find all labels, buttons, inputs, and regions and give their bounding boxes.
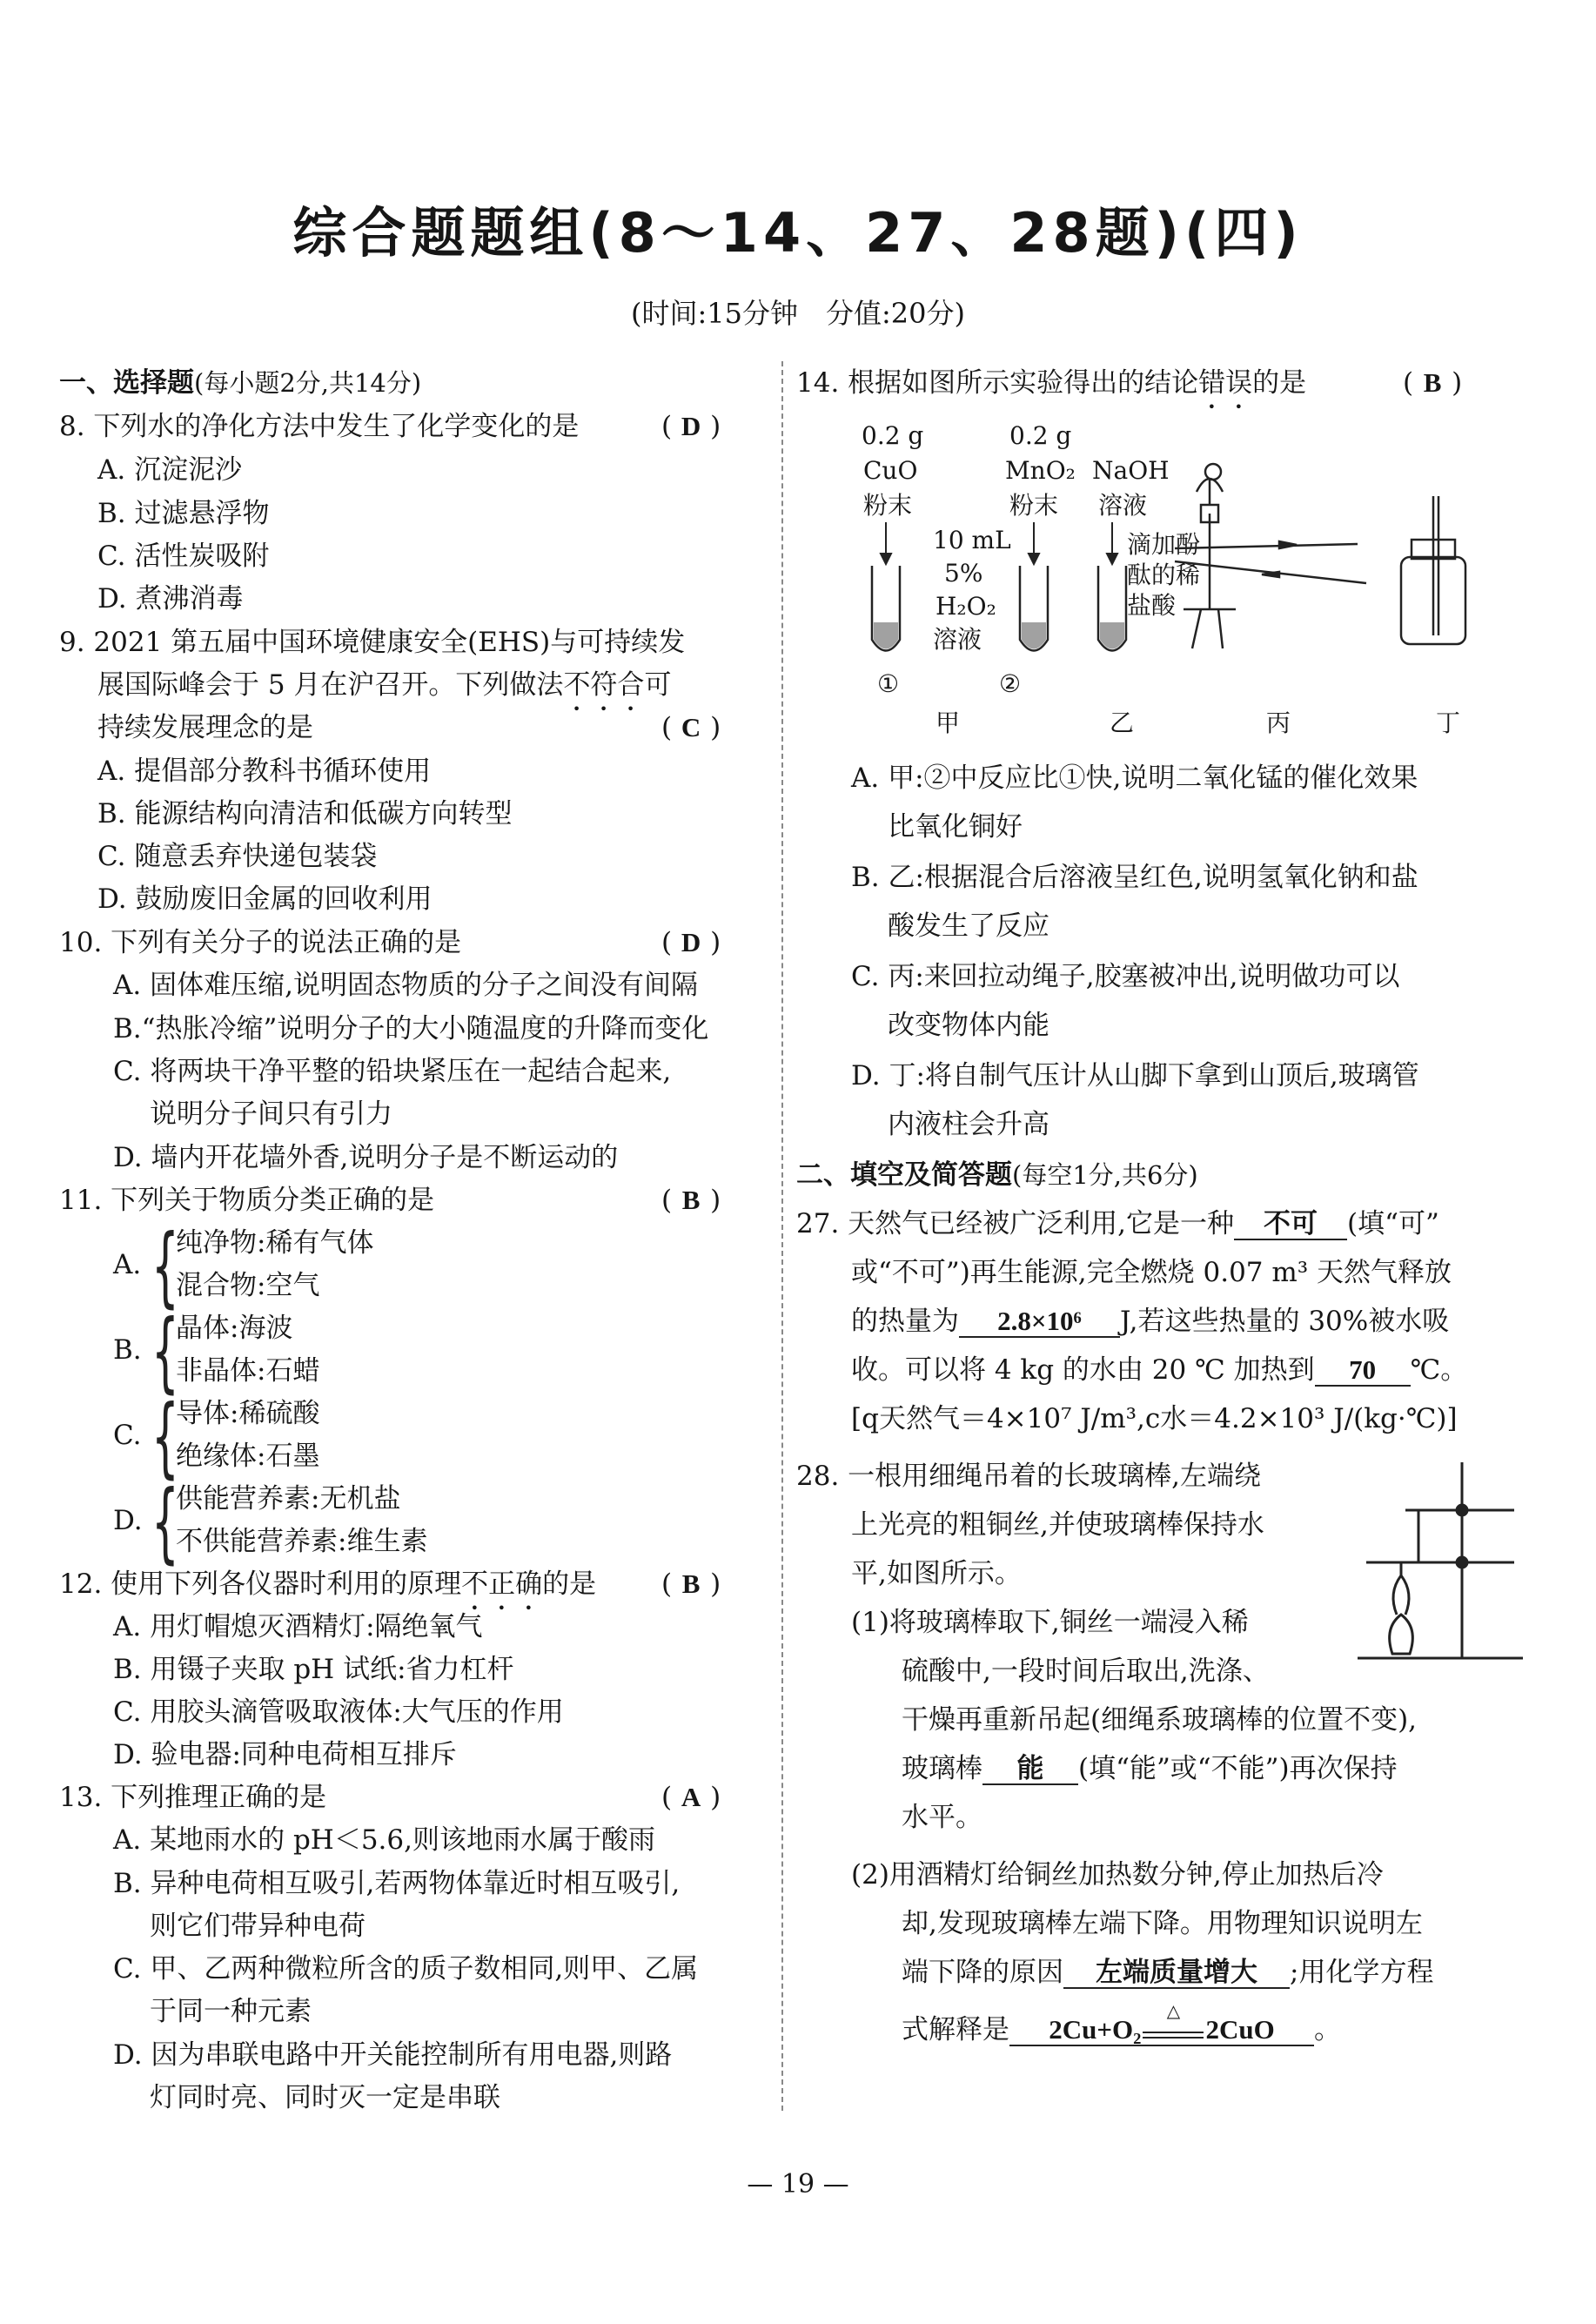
q13-option-d: D. 因为串联电路中开关能控制所有用电器,则路: [113, 2039, 673, 2071]
q27-line4: 收。可以将 4 kg 的水由 20 ℃ 加热到 70 ℃。: [851, 1354, 1468, 1386]
q28-part2-line4: 式解释是 2Cu+O₂ △ 2CuO 。: [902, 2002, 1341, 2045]
q9-option-c: C. 随意丢弃快递包装袋: [97, 841, 378, 872]
tube2-number: ②: [999, 669, 1022, 698]
q27-line2: 或“不可”)再生能源,完全燃烧 0.07 m³ 天然气释放: [851, 1257, 1452, 1288]
q14-option-b: B. 乙:根据混合后溶液呈红色,说明氢氧化钠和盐: [851, 862, 1418, 893]
q27-blank1: 不可: [1234, 1209, 1347, 1240]
q13-stem: 13. 下列推理正确的是: [59, 1782, 327, 1813]
q13-option-c: C. 甲、乙两种微粒所含的质子数相同,则甲、乙属: [113, 1953, 699, 1985]
q12-stem: 12. 使用下列各仪器时利用的原理不正确的是: [59, 1568, 597, 1600]
q8-stem: 8. 下列水的净化方法中发生了化学变化的是: [59, 411, 580, 442]
q11-option-a-item2: 混合物:空气: [176, 1270, 320, 1301]
q14-option-c: C. 丙:来回拉动绳子,胶塞被冲出,说明做功可以: [851, 961, 1400, 992]
q27-line3: 的热量为 2.8×10⁶ J,若这些热量的 30%被水吸: [851, 1306, 1450, 1337]
q11-option-c-item1: 导体:稀硫酸: [176, 1398, 320, 1429]
q28-part1-line5: 水平。: [902, 1802, 982, 1833]
h2o2-percent: 5%: [944, 559, 983, 588]
q28-lever-figure: [1340, 1454, 1540, 1680]
q10-stem: 10. 下列有关分子的说法正确的是: [59, 927, 462, 958]
label-jia: 甲: [935, 709, 961, 737]
q28-blank1: 能: [982, 1754, 1078, 1785]
h2o2-solution: 溶液: [933, 625, 982, 654]
q11-answer: ( B ): [661, 1185, 721, 1216]
q27-constants: [q天然气＝4×10⁷ J/m³,c水＝4.2×10³ J/(kg·℃)]: [851, 1403, 1458, 1434]
section-2-heading: 二、填空及简答题(每空1分,共6分): [796, 1159, 1198, 1191]
page-title: 综合题题组(8～14、27、28题)(四): [292, 201, 1304, 265]
q12-option-d: D. 验电器:同种电荷相互排斥: [113, 1739, 457, 1770]
tube1-label-cuo: CuO: [863, 456, 918, 485]
q28-blank3: 2Cu+O₂ △ 2CuO: [1009, 2015, 1314, 2046]
q11-option-b-item2: 非晶体:石蜡: [176, 1355, 320, 1387]
q8-option-a: A. 沉淀泥沙: [97, 454, 243, 486]
q11-option-b-item1: 晶体:海波: [176, 1313, 293, 1344]
drip-label-1: 滴加酚: [1127, 530, 1201, 559]
label-ding: 丁: [1436, 709, 1461, 737]
q14-experiment-figure: [827, 409, 1523, 749]
q11-option-d-item2: 不供能营养素:维生素: [176, 1526, 428, 1557]
q13-option-d-cont: 灯同时亮、同时灭一定是串联: [150, 2082, 500, 2113]
q13-option-a: A. 某地雨水的 pH＜5.6,则该地雨水属于酸雨: [113, 1824, 655, 1856]
q10-option-c: C. 将两块干净平整的铅块紧压在一起结合起来,: [113, 1056, 672, 1087]
q8-option-d: D. 煮沸消毒: [97, 583, 244, 615]
q28-part1-line2: 硫酸中,一段时间后取出,洗涤、: [902, 1656, 1270, 1687]
q13-option-b-cont: 则它们带异种电荷: [150, 1911, 365, 1942]
q28-blank2: 左端质量增大: [1063, 1958, 1290, 1989]
q10-option-a: A. 固体难压缩,说明固态物质的分子之间没有间隔: [113, 970, 698, 1001]
q10-option-d: D. 墙内开花墙外香,说明分子是不断运动的: [113, 1142, 619, 1173]
tube1-label-powder: 粉末: [863, 491, 913, 520]
q9-option-d: D. 鼓励废旧金属的回收利用: [97, 883, 433, 915]
test-tubes: [872, 566, 1126, 651]
q11-option-d-item1: 供能营养素:无机盐: [176, 1483, 401, 1515]
tube1-label-mass: 0.2 g: [862, 421, 924, 450]
barometer-bottle: [1401, 496, 1465, 644]
tube3-label-naoh: NaOH: [1092, 456, 1170, 485]
q11-option-c-item2: 绝缘体:石墨: [176, 1441, 320, 1472]
q8-option-c: C. 活性炭吸附: [97, 541, 270, 572]
q12-answer: ( B ): [661, 1568, 721, 1600]
q9-option-a: A. 提倡部分教科书循环使用: [97, 756, 432, 787]
friction-apparatus: [1175, 464, 1366, 648]
q13-option-b: B. 异种电荷相互吸引,若两物体靠近时相互吸引,: [113, 1868, 681, 1899]
q10-answer: ( D ): [661, 927, 721, 958]
q28-line2: 上光亮的粗铜丝,并使玻璃棒保持水: [851, 1509, 1264, 1541]
q13-option-c-cont: 于同一种元素: [150, 1996, 312, 2027]
q28-part1-line3: 干燥再重新吊起(细绳系玻璃棒的位置不变),: [902, 1704, 1418, 1736]
tube1-number: ①: [877, 669, 900, 698]
q14-answer: ( B ): [1403, 367, 1463, 399]
q9-option-b: B. 能源结构向清洁和低碳方向转型: [97, 798, 513, 830]
h2o2-formula: H₂O₂: [935, 592, 996, 621]
q11-option-d-label: D.: [113, 1505, 143, 1536]
column-divider: [781, 361, 783, 2111]
q13-answer: ( A ): [661, 1782, 721, 1813]
q11-option-c-brace: {: [151, 1386, 179, 1488]
tube3-label-solution: 溶液: [1098, 491, 1148, 520]
q11-option-a-brace: {: [151, 1215, 179, 1317]
tube2-label-mno2: MnO₂: [1005, 456, 1076, 485]
q28-part2-line1: (2)用酒精灯给铜丝加热数分钟,停止加热后冷: [851, 1859, 1384, 1891]
label-bing: 丙: [1266, 709, 1291, 737]
q12-option-a: A. 用灯帽熄灭酒精灯:隔绝氧气: [113, 1611, 483, 1642]
q28-part2-line2: 却,发现玻璃棒左端下降。用物理知识说明左: [902, 1908, 1423, 1939]
q28-part1-line1: (1)将玻璃棒取下,铜丝一端浸入稀: [851, 1607, 1249, 1638]
drip-label-3: 盐酸: [1127, 591, 1177, 620]
q28-part2-line3: 端下降的原因 左端质量增大 ;用化学方程: [902, 1957, 1434, 1988]
q27-line1: 27. 天然气已经被广泛利用,它是一种 不可 (填“可”: [796, 1208, 1439, 1239]
section-1-heading: 一、选择题(每小题2分,共14分): [59, 367, 422, 399]
q10-option-c-cont: 说明分子间只有引力: [150, 1098, 392, 1130]
drip-label-2: 酞的稀: [1127, 561, 1201, 589]
page-number: — 19 —: [747, 2169, 849, 2200]
time-score-note: (时间:15分钟 分值:20分): [631, 297, 965, 330]
q12-option-c: C. 用胶头滴管吸取液体:大气压的作用: [113, 1696, 564, 1728]
q28-line3: 平,如图所示。: [851, 1558, 1022, 1589]
q14-option-a-cont: 比氧化铜好: [888, 811, 1023, 843]
q11-option-d-brace: {: [151, 1471, 179, 1573]
q28-part1-line4: 玻璃棒 能 (填“能”或“不能”)再次保持: [902, 1753, 1398, 1784]
tube2-label-powder: 粉末: [1009, 491, 1059, 520]
q9-stem-line2: 展国际峰会于 5 月在沪召开。下列做法不符合可: [97, 669, 672, 701]
h2o2-volume: 10 mL: [933, 526, 1011, 554]
q11-option-a-item1: 纯净物:稀有气体: [176, 1227, 374, 1259]
q14-option-b-cont: 酸发生了反应: [888, 910, 1049, 942]
tube2-label-mass: 0.2 g: [1009, 421, 1072, 450]
q9-answer: ( C ): [661, 712, 721, 743]
q9-stem-line1: 9. 2021 第五届中国环境健康安全(EHS)与可持续发: [59, 627, 686, 658]
q11-option-b-label: B.: [113, 1334, 142, 1366]
q14-option-d: D. 丁:将自制气压计从山脚下拿到山顶后,玻璃管: [851, 1060, 1419, 1091]
q11-stem: 11. 下列关于物质分类正确的是: [59, 1185, 435, 1216]
q14-stem: 14. 根据如图所示实验得出的结论错误的是: [796, 367, 1307, 399]
q14-option-c-cont: 改变物体内能: [888, 1010, 1049, 1041]
q10-option-b: B.“热胀冷缩”说明分子的大小随温度的升降而变化: [113, 1013, 709, 1044]
q27-blank2: 2.8×10⁶: [959, 1306, 1120, 1338]
q9-stem-line3: 持续发展理念的是: [97, 712, 313, 743]
q14-option-a: A. 甲:②中反应比①快,说明二氧化锰的催化效果: [851, 762, 1418, 794]
q12-option-b: B. 用镊子夹取 pH 试纸:省力杠杆: [113, 1654, 514, 1685]
q8-option-b: B. 过滤悬浮物: [97, 498, 270, 529]
q27-blank3: 70: [1315, 1355, 1411, 1387]
q8-answer: ( D ): [661, 411, 721, 442]
q11-option-a-label: A.: [113, 1249, 142, 1280]
label-yi: 乙: [1110, 709, 1135, 737]
q11-option-c-label: C.: [113, 1420, 142, 1451]
q11-option-b-brace: {: [151, 1300, 179, 1402]
q14-option-d-cont: 内液柱会升高: [888, 1109, 1049, 1140]
q28-line1: 28. 一根用细绳吊着的长玻璃棒,左端绕: [796, 1461, 1262, 1492]
